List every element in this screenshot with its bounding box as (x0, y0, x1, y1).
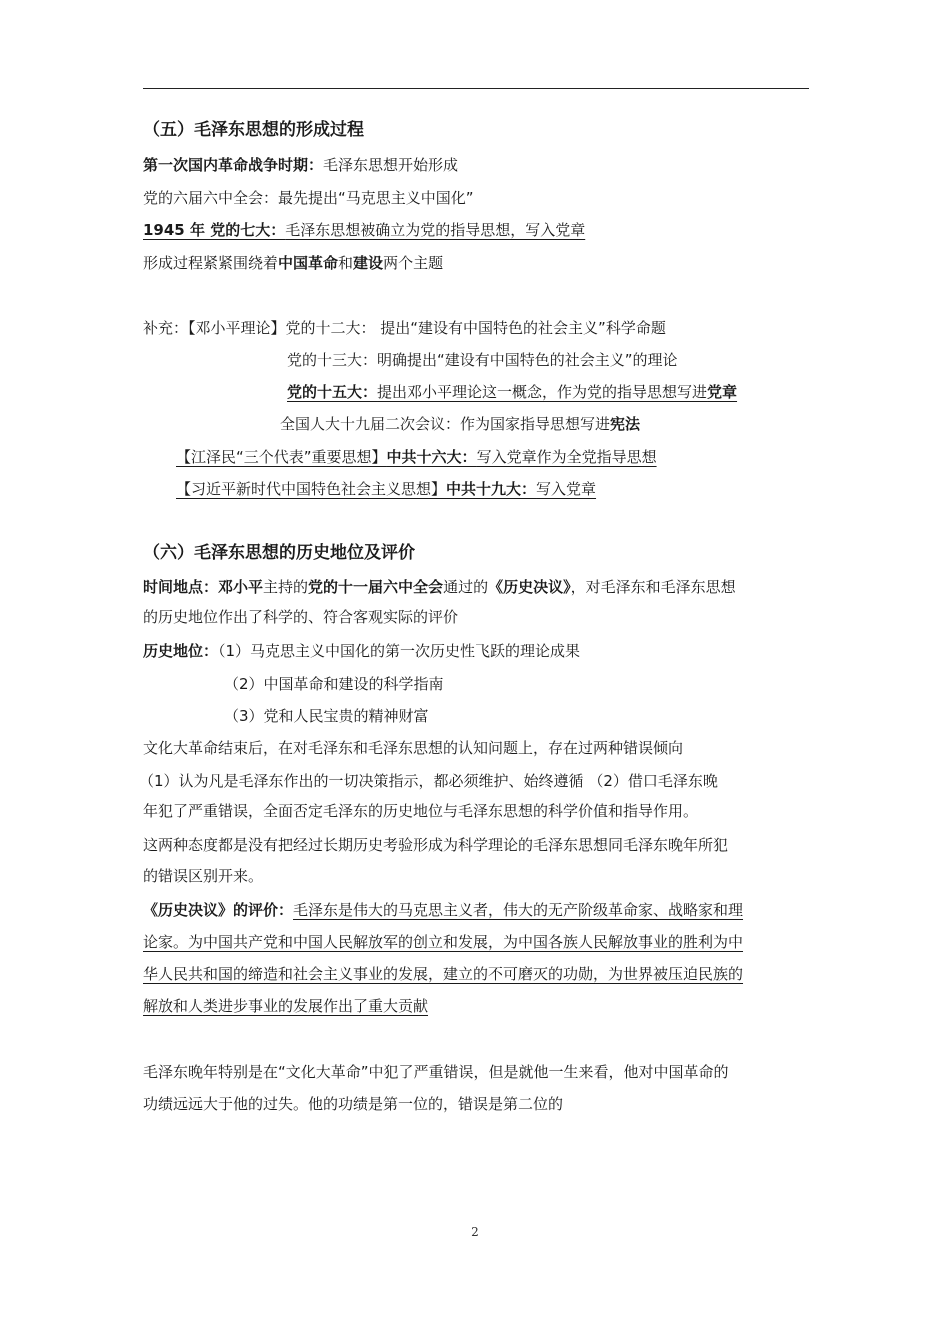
page-number: 2 (471, 1225, 479, 1239)
seventh-congress-label: 1945 年 党的七大： (143, 221, 286, 239)
evaluation-line-1 (143, 900, 743, 920)
supplement-line-4 (280, 414, 640, 434)
npc-text: 全国人大十九届二次会议：作为国家指导思想写进 (280, 415, 611, 433)
section-5-line-4 (143, 253, 443, 273)
section-5-line-1 (143, 155, 458, 175)
evaluation-label: 《历史决议》的评价： (143, 901, 294, 919)
fifteenth-congress-text: 提出邓小平理论这一概念，作为党的指导思想写进 (377, 383, 708, 401)
time-text-2: 通过的 (443, 578, 489, 596)
historical-resolution: 《历史决议》 (488, 578, 571, 596)
time-text-1: 主持的 (263, 578, 309, 596)
section-6-time-line-1 (143, 577, 736, 597)
section-5-heading: （五）毛泽东思想的形成过程 (143, 120, 364, 140)
time-place-label: 时间地点： (143, 578, 219, 596)
period-label: 第一次国内革命战争时期： (143, 156, 324, 174)
themes-text-c: 和 (338, 254, 354, 272)
time-text-3: ，对毛泽东和毛泽东思想 (570, 578, 736, 596)
evaluation-line-2: 论家。为中国共产党和中国人民解放军的创立和发展，为中国各族人民解放事业的胜利为中 (143, 933, 744, 951)
final-line-2: 功绩远远大于他的过失。他的功绩是第一位的，错误是第二位的 (143, 1095, 564, 1113)
themes-text-a: 形成过程紧紧围绕着 (143, 254, 279, 272)
wrong-tendency-line-5: 的错误区别开来。 (143, 867, 264, 885)
supplement-line-1: 补充：【邓小平理论】党的十二大： 提出“建设有中国特色的社会主义”科学命题 (143, 319, 666, 337)
fifteenth-congress-label: 党的十五大： (287, 383, 378, 401)
evaluation-line-4: 解放和人类进步事业的发展作出了重大贡献 (143, 997, 429, 1015)
nineteenth-congress-text: 写入党章 (536, 480, 597, 498)
section-5-line-3 (143, 220, 585, 240)
header-rule (143, 88, 809, 89)
wrong-tendency-line-1: 文化大革命结束后，在对毛泽东和毛泽东思想的认知问题上，存在过两种错误倾向 (143, 739, 684, 757)
sixth-plenary: 党的十一届六中全会 (308, 578, 444, 596)
section-6-heading: （六）毛泽东思想的历史地位及评价 (143, 543, 415, 563)
deng-xiaoping: 邓小平 (218, 578, 264, 596)
party-constitution: 党章 (707, 383, 738, 401)
sixteenth-congress-label: 中共十六大： (386, 448, 477, 466)
wrong-tendency-line-4: 这两种态度都是没有把经过长期历史考验形成为科学理论的毛泽东思想同毛泽东晚年所犯 (143, 836, 729, 854)
historical-status-line-1 (143, 641, 580, 661)
themes-text-e: 两个主题 (383, 254, 444, 272)
seventh-congress-text: 毛泽东思想被确立为党的指导思想，写入党章 (285, 221, 586, 239)
wrong-tendency-line-3: 年犯了严重错误，全面否定毛泽东的历史地位与毛泽东思想的科学价值和指导作用。 (143, 802, 699, 820)
evaluation-text-1: 毛泽东是伟大的马克思主义者，伟大的无产阶级革命家、战略家和理 (293, 901, 744, 919)
historical-status-line-2: （2）中国革命和建设的科学指南 (224, 675, 444, 693)
themes-revolution: 中国革命 (278, 254, 339, 272)
supplement-line-2: 党的十三大：明确提出“建设有中国特色的社会主义”的理论 (287, 351, 678, 369)
supplement-line-3 (287, 382, 737, 402)
three-represents: 【江泽民“三个代表”重要思想】 (176, 448, 387, 466)
xi-thought: 【习近平新时代中国特色社会主义思想】 (176, 480, 447, 498)
sixteenth-congress-text: 写入党章作为全党指导思想 (476, 448, 657, 466)
final-line-1: 毛泽东晚年特别是在“文化大革命”中犯了严重错误，但是就他一生来看，他对中国革命的 (143, 1063, 729, 1081)
historical-status-line-3: （3）党和人民宝贵的精神财富 (224, 707, 429, 725)
supplement-line-5 (176, 447, 657, 467)
wrong-tendency-line-2: （1）认为凡是毛泽东作出的一切决策指示，都必须维护、始终遵循 （2）借口毛泽东晚 (139, 772, 718, 790)
period-text: 毛泽东思想开始形成 (323, 156, 459, 174)
supplement-line-6 (176, 479, 596, 499)
nineteenth-congress-label: 中共十九大： (446, 480, 537, 498)
historical-status-1: （1）马克思主义中国化的第一次历史性飞跃的理论成果 (218, 642, 581, 660)
themes-construction: 建设 (353, 254, 384, 272)
state-constitution: 宪法 (610, 415, 641, 433)
historical-status-label: 历史地位： (143, 642, 219, 660)
section-6-time-line-2: 的历史地位作出了科学的、符合客观实际的评价 (143, 608, 459, 626)
section-5-line-2: 党的六届六中全会：最先提出“马克思主义中国化” (143, 189, 474, 207)
evaluation-line-3: 华人民共和国的缔造和社会主义事业的发展，建立的不可磨灭的功勋，为世界被压迫民族的 (143, 965, 744, 983)
